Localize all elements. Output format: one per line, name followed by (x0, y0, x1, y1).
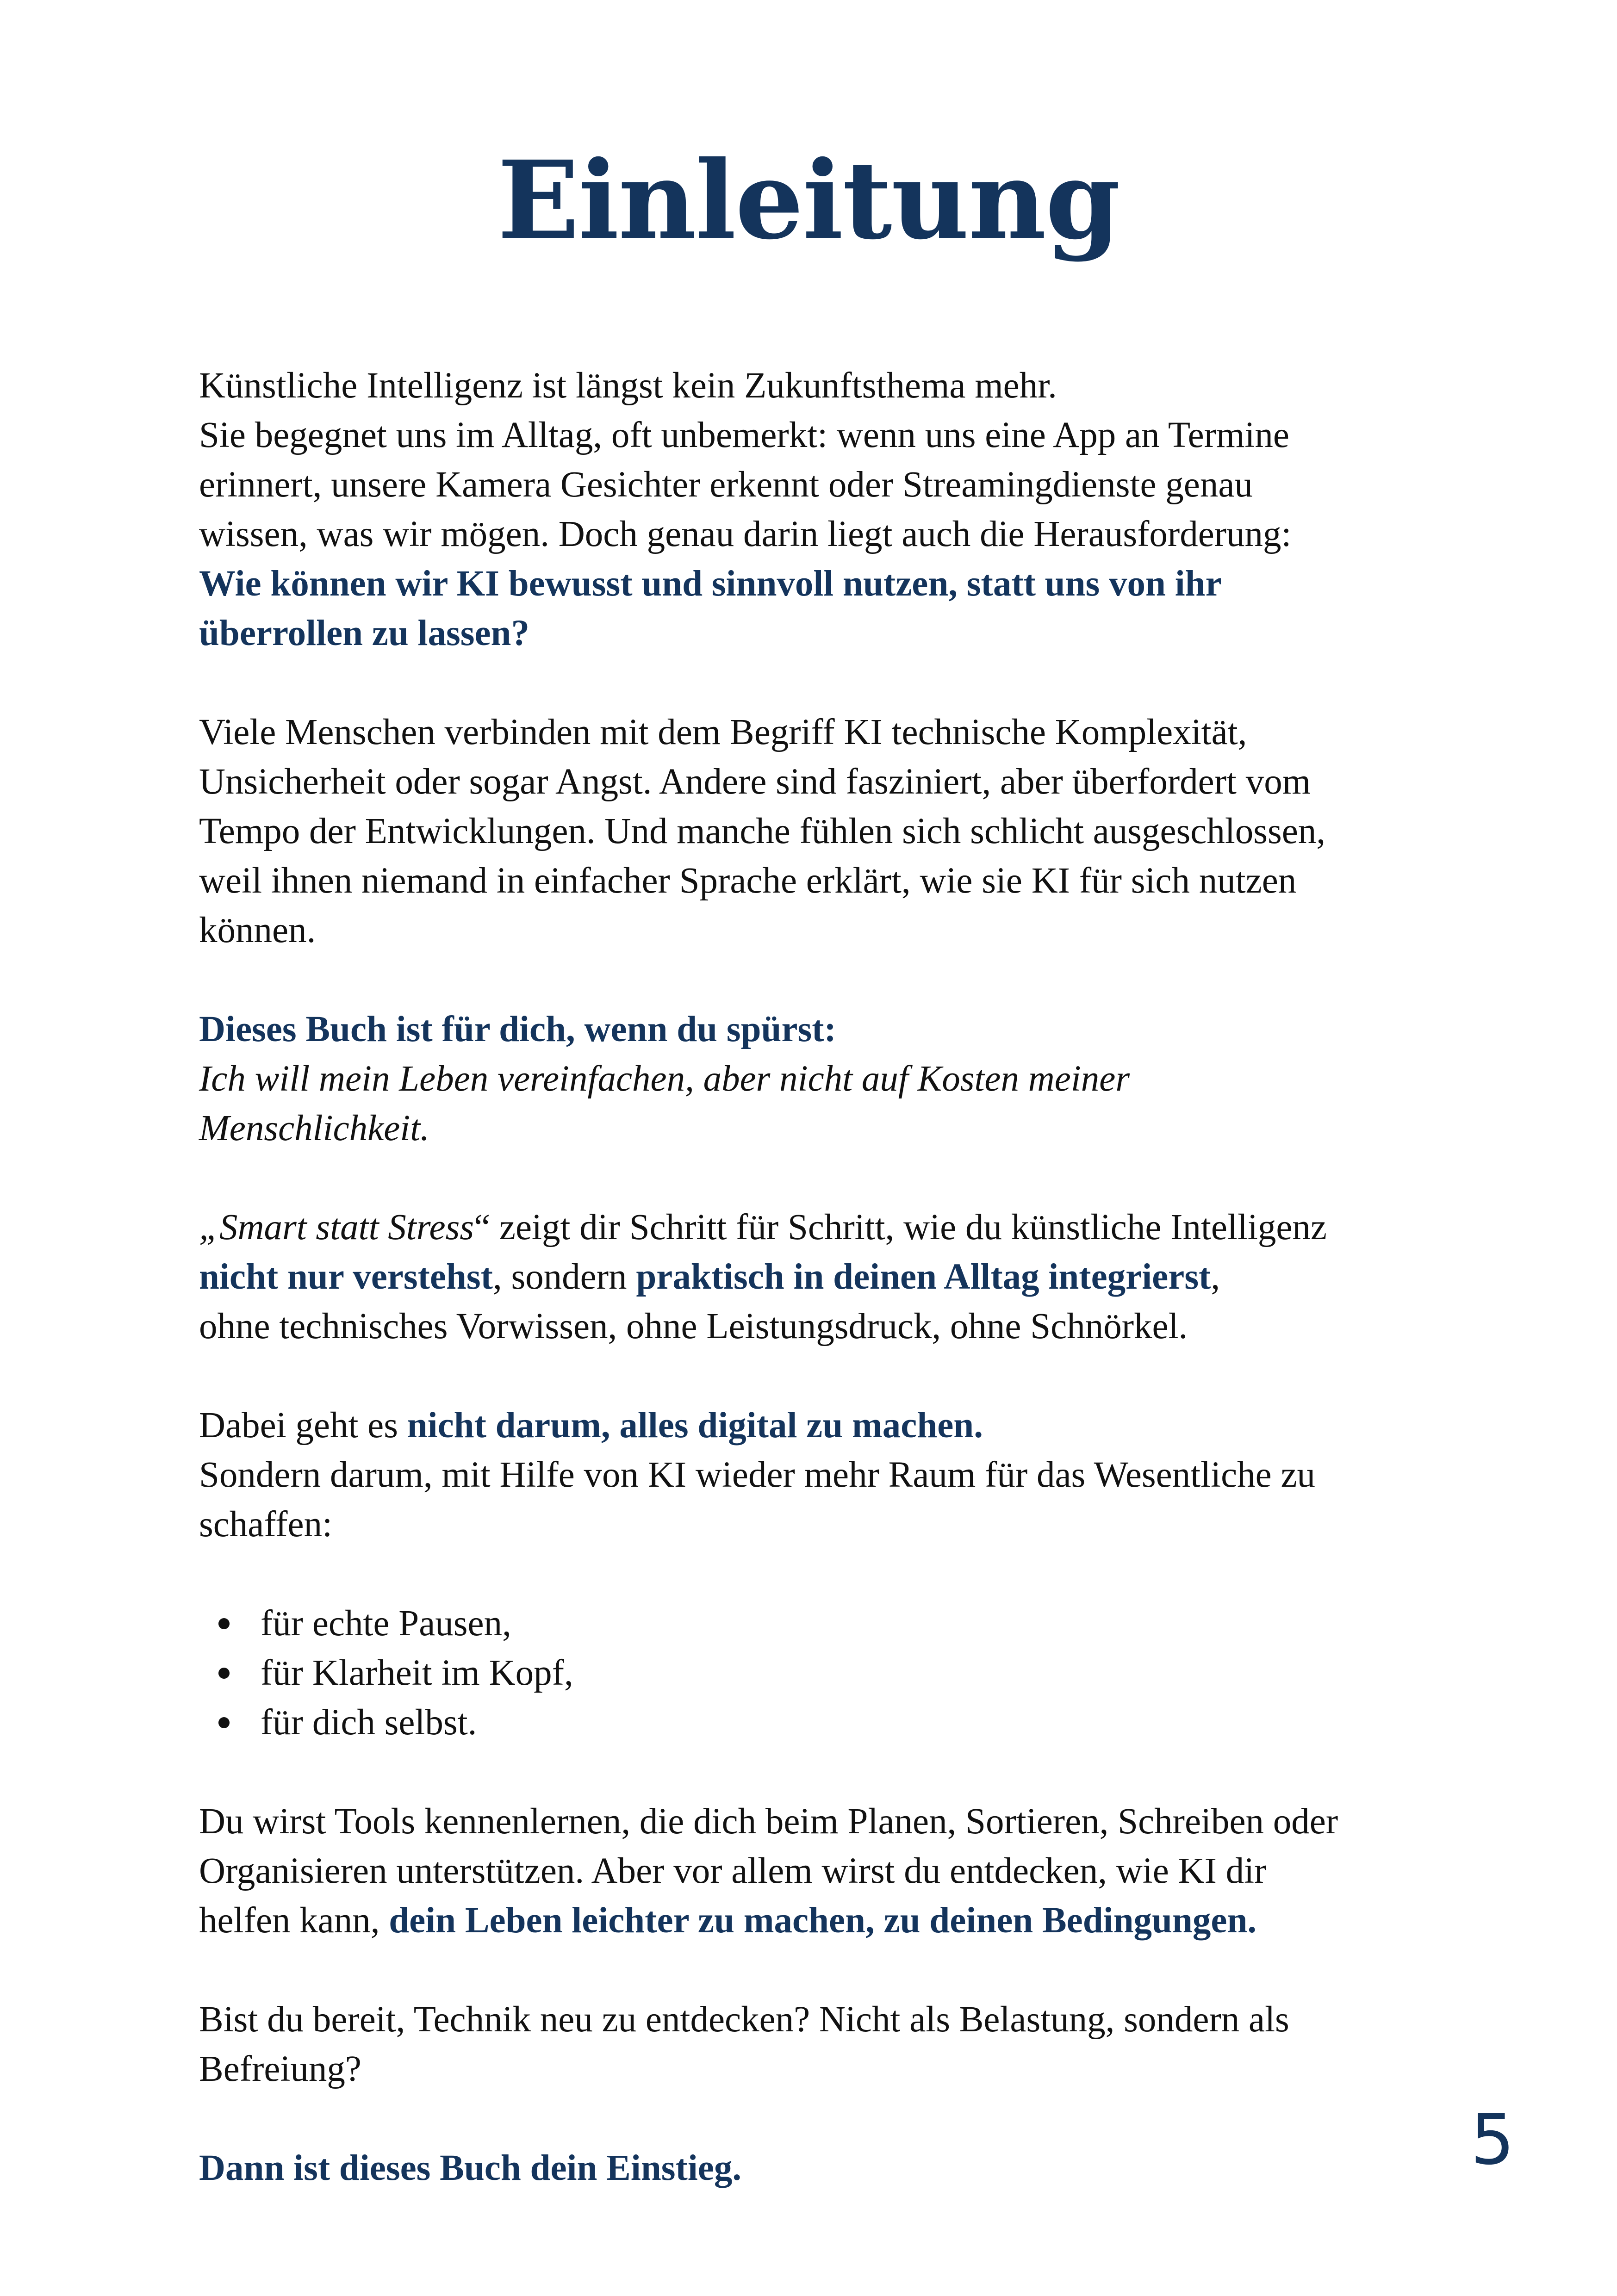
page-number: 5 (1470, 2100, 1515, 2180)
paragraph-purpose (199, 1401, 1486, 1549)
text-line: Organisieren unterstützen. Aber vor allem wirst du entdecken, wie KI dir (199, 1851, 1267, 1891)
text-line (199, 1401, 1486, 1450)
highlight-question: überrollen zu lassen? (199, 613, 529, 653)
text-line: ohne technisches Vorwissen, ohne Leistungsdruck, ohne Schnörkel. (199, 1306, 1188, 1347)
highlight-easier-life: dein Leben leichter zu machen, zu deinen Bedingungen. (389, 1900, 1257, 1941)
paragraph-tools (199, 1797, 1486, 1945)
bullet-item (199, 1599, 1486, 1648)
bullet-item (199, 1698, 1486, 1747)
text-line: Du wirst Tools kennenlernen, die dich beim Planen, Sortieren, Schreiben oder (199, 1801, 1338, 1842)
text-fragment: , sondern (492, 1257, 636, 1297)
bullet-text: für echte Pausen, (261, 1603, 511, 1644)
bullet-text: für Klarheit im Kopf, (261, 1653, 573, 1693)
paragraph-book-intro (199, 1203, 1486, 1351)
italic-line: Ich will mein Leben vereinfachen, aber nicht auf Kosten meiner (199, 1059, 1130, 1099)
body-text (199, 361, 1486, 2242)
text-line (199, 1203, 1486, 1252)
quote-close: “ (474, 1207, 491, 1247)
bullet-icon (218, 1618, 230, 1629)
bullet-text: für dich selbst. (261, 1702, 477, 1743)
book-title: Smart statt Stress (219, 1207, 474, 1247)
text-line (199, 1896, 1486, 1945)
paragraph-audience (199, 1005, 1486, 1153)
closing-statement: Dann ist dieses Buch dein Einstieg. (199, 2148, 742, 2188)
paragraph-concerns (199, 707, 1486, 955)
text-fragment: zeigt dir Schritt für Schritt, wie du künstliche Intelligenz (490, 1207, 1327, 1247)
quote-open: „ (199, 1207, 219, 1247)
italic-line: Menschlichkeit. (199, 1108, 429, 1148)
bullet-icon (218, 1668, 230, 1679)
text-fragment: Dabei geht es (199, 1405, 407, 1446)
text-line: Tempo der Entwicklungen. Und manche fühlen sich schlicht ausgeschlossen, (199, 811, 1326, 851)
bullet-list (199, 1599, 1486, 1747)
highlight-audience: Dieses Buch ist für dich, wenn du spürst: (199, 1009, 836, 1049)
text-line: Künstliche Intelligenz ist längst kein Zukunftsthema mehr. (199, 366, 1057, 406)
text-line: schaffen: (199, 1504, 333, 1545)
text-line: wissen, was wir mögen. Doch genau darin liegt auch die Herausforderung: (199, 514, 1292, 554)
paragraph-closing (199, 2143, 1486, 2193)
text-fragment: helfen kann, (199, 1900, 389, 1941)
text-fragment: , (1211, 1257, 1220, 1297)
bullet-icon (218, 1717, 230, 1728)
text-line: Sie begegnet uns im Alltag, oft unbemerkt: wenn uns eine App an Termine (199, 415, 1289, 455)
paragraph-intro (199, 361, 1486, 658)
text-line: können. (199, 910, 316, 950)
highlight-question: Wie können wir KI bewusst und sinnvoll nutzen, statt uns von ihr (199, 564, 1222, 604)
highlight-not-digital: nicht darum, alles digital zu machen. (407, 1405, 983, 1446)
highlight-integrate: praktisch in deinen Alltag integrierst (636, 1257, 1211, 1297)
text-line: weil ihnen niemand in einfacher Sprache erklärt, wie sie KI für sich nutzen (199, 861, 1297, 901)
text-line: Befreiung? (199, 2049, 361, 2089)
text-line: erinnert, unsere Kamera Gesichter erkennt oder Streamingdienste genau (199, 465, 1253, 505)
text-line: Sondern darum, mit Hilfe von KI wieder mehr Raum für das Wesentliche zu (199, 1455, 1316, 1495)
page-title: Einleitung (497, 137, 1120, 263)
text-line: Unsicherheit oder sogar Angst. Andere sind fasziniert, aber überfordert vom (199, 762, 1311, 802)
text-line (199, 1252, 1486, 1302)
text-line: Bist du bereit, Technik neu zu entdecken? Nicht als Belastung, sondern als (199, 1999, 1289, 2040)
text-line: Viele Menschen verbinden mit dem Begriff KI technische Komplexität, (199, 712, 1247, 752)
paragraph-question (199, 1995, 1486, 2094)
bullet-item (199, 1648, 1486, 1698)
highlight-understand: nicht nur verstehst (199, 1257, 493, 1297)
